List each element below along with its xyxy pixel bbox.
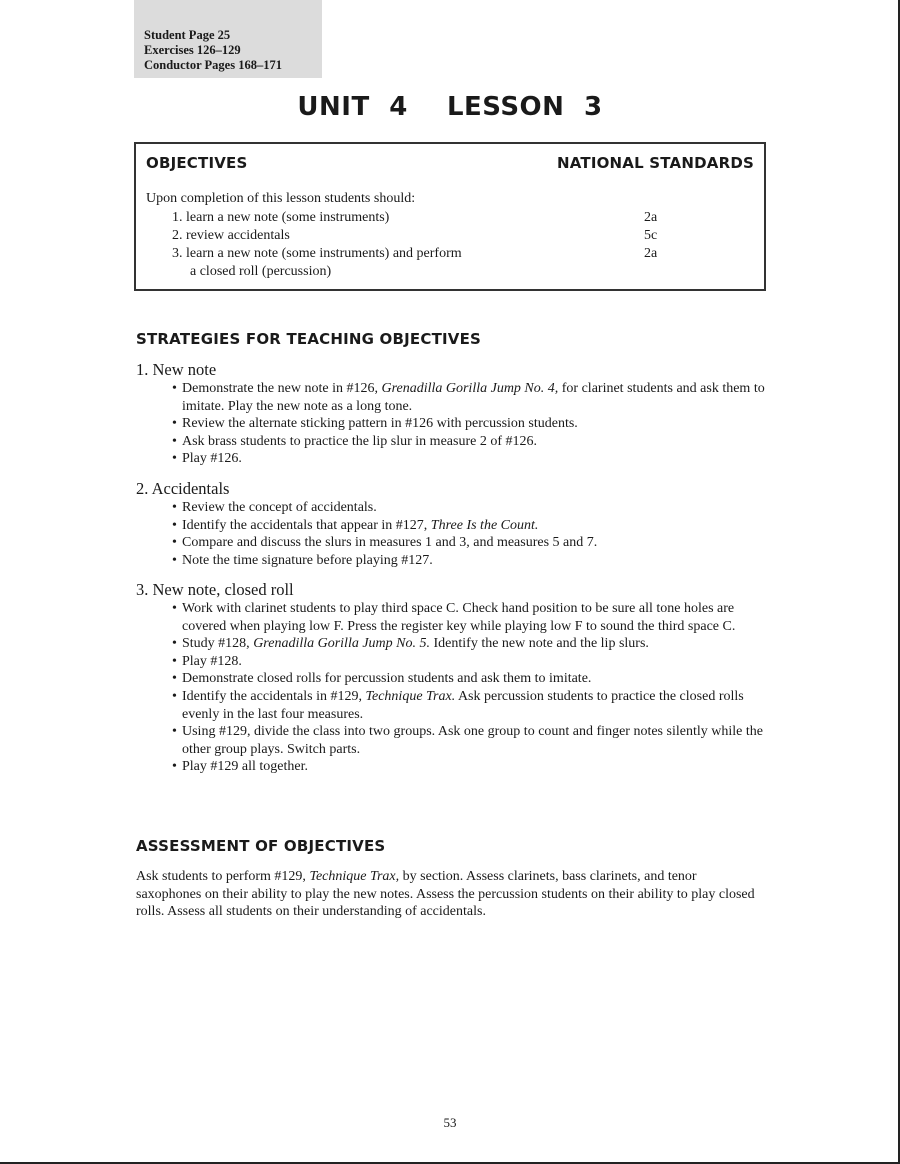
objective-text: 2. review accidentals <box>172 228 290 243</box>
objective-standard: 2a <box>644 210 658 225</box>
national-standards-heading: NATIONAL STANDARDS <box>556 154 754 172</box>
strategy-bullet: • Review the concept of accidentals. <box>136 499 776 517</box>
strategy-bullet: • Play #129 all together. <box>136 758 776 776</box>
assessment-paragraph: Ask students to perform #129, Technique Trax, by section. Assess clarinets, bass clarinets, and tenor saxophones on their ability to play the new notes. Assess the percussion students on their ability to play closed rolls. Assess all students on their understanding of accidentals. <box>136 869 755 920</box>
strategy-group-title: 2. Accidentals <box>136 479 230 498</box>
page-number: 53 <box>443 1115 457 1130</box>
objectives-heading: OBJECTIVES <box>146 154 248 172</box>
strategy-bullet: • Compare and discuss the slurs in measures 1 and 3, and measures 5 and 7. <box>136 534 776 552</box>
strategy-bullet: • Identify the accidentals that appear in #127, Three Is the Count. <box>136 517 776 535</box>
strategy-group-accidentals <box>136 479 776 569</box>
strategy-group-closed-roll <box>136 580 776 776</box>
strategy-group-title: 1. New note <box>136 360 217 379</box>
conductor-pages-ref: Conductor Pages 168–171 <box>144 58 282 72</box>
strategy-group-new-note <box>136 360 776 468</box>
student-page-ref: Student Page 25 <box>144 28 231 42</box>
strategy-bullet: • Note the time signature before playing #127. <box>136 552 776 570</box>
objective-standard: 2a <box>644 246 658 261</box>
objective-item <box>172 209 732 227</box>
page-title: UNIT 4 LESSON 3 <box>297 92 603 122</box>
strategy-bullet-list <box>136 380 776 468</box>
strategy-bullet: • Ask brass students to practice the lip slur in measure 2 of #126. <box>136 433 776 451</box>
strategy-bullet: • Using #129, divide the class into two groups. Ask one group to count and finger notes silently while the other group plays. Switch parts. <box>136 723 776 758</box>
strategy-bullet: • Demonstrate the new note in #126, Grenadilla Gorilla Jump No. 4, for clarinet students and ask them to imitate. Play the new note as a long tone. <box>136 380 776 415</box>
strategy-group-title: 3. New note, closed roll <box>136 580 294 599</box>
strategy-bullet: • Review the alternate sticking pattern in #126 with percussion students. <box>136 415 776 433</box>
objective-item <box>172 227 732 245</box>
objectives-box <box>134 142 766 291</box>
strategy-bullet: • Play #128. <box>136 653 776 671</box>
reference-box <box>134 0 322 78</box>
exercises-ref: Exercises 126–129 <box>144 43 241 57</box>
strategy-bullet-list <box>136 499 776 569</box>
objective-text: 3. learn a new note (some instruments) and perform <box>172 246 462 261</box>
objective-item <box>172 245 732 281</box>
strategy-bullet: • Work with clarinet students to play third space C. Check hand position to be sure all tone holes are covered when playing low F. Press the register key while playing low F to sound the third space C. <box>136 600 776 635</box>
objective-standard: 5c <box>644 228 658 243</box>
strategy-bullet: • Demonstrate closed rolls for percussion students and ask them to imitate. <box>136 670 776 688</box>
objective-text-continued: a closed roll (percussion) <box>190 264 332 279</box>
strategy-bullet: • Play #126. <box>136 450 776 468</box>
strategies-heading: STRATEGIES FOR TEACHING OBJECTIVES <box>136 330 482 348</box>
objective-text: 1. learn a new note (some instruments) <box>172 210 390 225</box>
assessment-heading: ASSESSMENT OF OBJECTIVES <box>136 837 386 855</box>
strategy-bullet-list <box>136 600 776 776</box>
objectives-intro: Upon completion of this lesson students should: <box>146 191 416 206</box>
strategy-bullet: • Identify the accidentals in #129, Technique Trax. Ask percussion students to practice the closed rolls evenly in the last four measures. <box>136 688 776 723</box>
strategy-bullet: • Study #128, Grenadilla Gorilla Jump No. 5. Identify the new note and the lip slurs. <box>136 635 776 653</box>
